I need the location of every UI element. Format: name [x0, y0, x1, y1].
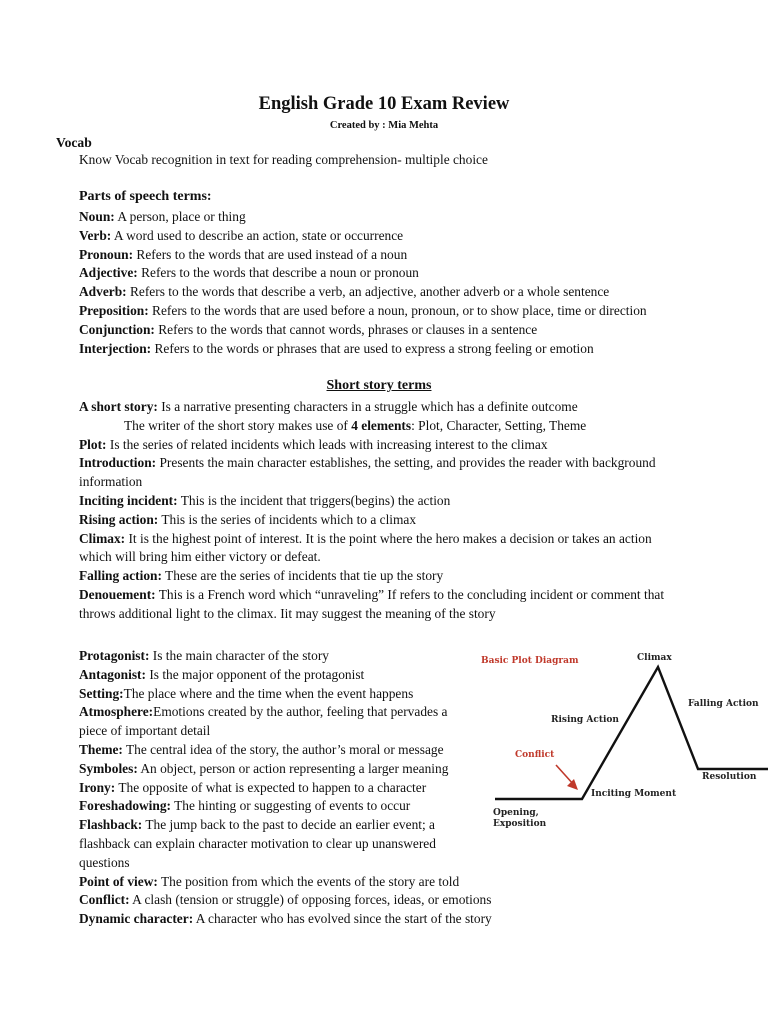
- term-label: Preposition:: [79, 302, 149, 318]
- term-item: [79, 779, 479, 798]
- term-item: [79, 816, 479, 872]
- parts-of-speech-list: [79, 208, 699, 358]
- label-rising-action: Rising Action: [551, 715, 619, 725]
- literary-terms-list: [79, 647, 492, 929]
- plot-diagram: [478, 645, 768, 835]
- term-label: Introduction:: [79, 455, 157, 471]
- term-item: [79, 685, 479, 704]
- term-definition: These are the series of incidents that tie up the story: [161, 568, 444, 584]
- term-item: [79, 436, 679, 455]
- term-item: [79, 264, 699, 283]
- term-item: [79, 647, 479, 666]
- term-item: [79, 873, 519, 892]
- term-label: Climax:: [79, 530, 126, 546]
- term-definition: Is the major opponent of the protagonist: [145, 666, 365, 682]
- term-item: [79, 398, 679, 417]
- term-item: [79, 454, 679, 492]
- term-definition: A word used to describe an action, state or occurrence: [111, 227, 404, 243]
- term-definition: A clash (tension or struggle) of opposing forces, ideas, or emotions: [129, 892, 492, 908]
- term-definition: Refers to the words that are used before a noun, pronoun, or to show place, time or direction: [148, 302, 647, 318]
- short-story-list: [79, 398, 679, 624]
- term-label: Flashback:: [79, 817, 143, 833]
- term-label: Dynamic character:: [79, 911, 194, 927]
- term-definition: This is a French word which “unraveling” If refers to the concluding incident or comment that throws additional light to the climax. Iit may suggest the meaning of the story: [79, 586, 665, 621]
- term-label: Conjunction:: [79, 321, 155, 337]
- label-climax: Climax: [637, 653, 672, 663]
- term-definition: Is a narrative presenting characters in a struggle which has a definite outcome: [157, 399, 578, 414]
- elements-text: The writer of the short story makes use of: [124, 417, 352, 433]
- term-label: Inciting incident:: [79, 492, 178, 508]
- term-definition: Is the series of related incidents which leads with increasing interest to the climax: [106, 436, 548, 452]
- vocab-note: Know Vocab recognition in text for reading comprehension- multiple choice: [79, 152, 488, 167]
- label-conflict: Conflict: [515, 750, 555, 760]
- term-definition: Refers to the words that describe a noun or pronoun: [137, 265, 419, 281]
- term-item: [79, 666, 479, 685]
- term-item: [79, 511, 679, 530]
- term-item: [79, 760, 479, 779]
- term-definition: Presents the main character establishes, the setting, and provides the reader with background information: [79, 455, 656, 490]
- term-definition: The hinting or suggesting of events to occur: [171, 798, 411, 814]
- term-item: [79, 797, 479, 816]
- label-resolution: Resolution: [702, 772, 757, 782]
- term-label: Symboles:: [79, 760, 138, 776]
- term-label: Theme:: [79, 741, 123, 757]
- term-label: Atmosphere:: [79, 704, 154, 720]
- term-item: [79, 246, 699, 265]
- term-definition: A character who has evolved since the start of the story: [193, 911, 492, 927]
- term-label: Adverb:: [79, 284, 127, 300]
- vocab-heading: Vocab: [56, 135, 92, 150]
- term-item: [79, 227, 699, 246]
- term-definition: It is the highest point of interest. It is the point where the hero makes a decision or takes an action which will bring him either victory or defeat.: [79, 530, 652, 565]
- term-label: Antagonist:: [79, 666, 146, 682]
- term-item: [79, 703, 479, 741]
- term-definition: The position from which the events of the story are told: [157, 873, 460, 889]
- term-label: Conflict:: [79, 892, 130, 908]
- term-item: [79, 321, 699, 340]
- term-definition: Is the main character of the story: [149, 648, 330, 663]
- term-label: Rising action:: [79, 511, 159, 527]
- term-definition: The central idea of the story, the author’s moral or message: [122, 741, 444, 757]
- term-item: [79, 492, 679, 511]
- term-definition: Refers to the words or phrases that are used to express a strong feeling or emotion: [151, 340, 594, 356]
- term-item: [79, 741, 479, 760]
- term-item: [79, 891, 539, 910]
- term-definition: A person, place or thing: [114, 209, 246, 224]
- term-label: Irony:: [79, 779, 116, 795]
- label-opening: Opening,: [493, 808, 539, 818]
- term-item: [79, 530, 679, 568]
- term-definition: The place where and the time when the event happens: [123, 685, 414, 701]
- term-definition: This is the incident that triggers(begins) the action: [177, 492, 451, 508]
- term-label: Point of view:: [79, 873, 158, 889]
- term-item: [79, 208, 699, 227]
- term-definition: Refers to the words that are used instead of a noun: [133, 246, 408, 262]
- short-story-heading: Short story terms: [326, 378, 432, 393]
- term-label: Pronoun:: [79, 246, 134, 262]
- elements-list-text: : Plot, Character, Setting, Theme: [411, 417, 587, 433]
- term-label: Plot:: [79, 436, 107, 452]
- term-item: [79, 910, 539, 929]
- term-label: Falling action:: [79, 568, 162, 584]
- term-label: Interjection:: [79, 340, 152, 356]
- term-label: Protagonist:: [79, 648, 150, 663]
- term-definition: Emotions created by the author, feeling that pervades a piece of important detail: [79, 704, 448, 739]
- author-credit: Created by : Mia Mehta: [329, 120, 439, 131]
- term-definition: Refers to the words that cannot words, phrases or clauses in a sentence: [154, 321, 538, 337]
- term-label: Verb:: [79, 227, 112, 243]
- term-label: A short story:: [79, 399, 158, 414]
- term-definition: Refers to the words that describe a verb, an adjective, another adverb or a whole sentence: [126, 284, 610, 300]
- label-falling-action: Falling Action: [688, 699, 759, 709]
- term-item: [79, 567, 679, 586]
- term-item: [79, 302, 699, 321]
- term-item: [79, 283, 699, 302]
- term-label: Foreshadowing:: [79, 798, 172, 814]
- diagram-title: Basic Plot Diagram: [481, 656, 579, 666]
- term-label: Adjective:: [79, 265, 138, 281]
- elements-count: 4 elements: [351, 417, 412, 433]
- label-inciting-moment: Inciting Moment: [591, 789, 677, 799]
- term-definition: The jump back to the past to decide an earlier event; a flashback can explain character motivation to clear up unanswered questions: [79, 817, 436, 870]
- page-title: English Grade 10 Exam Review: [258, 94, 510, 114]
- term-item: [79, 586, 679, 624]
- term-definition: An object, person or action representing a larger meaning: [137, 760, 449, 776]
- term-label: Noun:: [79, 209, 115, 224]
- conflict-arrowhead: [567, 779, 578, 790]
- term-definition: This is the series of incidents which to a climax: [158, 511, 417, 527]
- term-label: Denouement:: [79, 586, 156, 602]
- elements-line: [79, 417, 679, 436]
- label-exposition: Exposition: [493, 819, 547, 829]
- term-label: Setting:: [79, 685, 124, 701]
- parts-of-speech-heading: Parts of speech terms:: [79, 189, 212, 204]
- term-definition: The opposite of what is expected to happen to a character: [115, 779, 427, 795]
- term-item: [79, 340, 699, 359]
